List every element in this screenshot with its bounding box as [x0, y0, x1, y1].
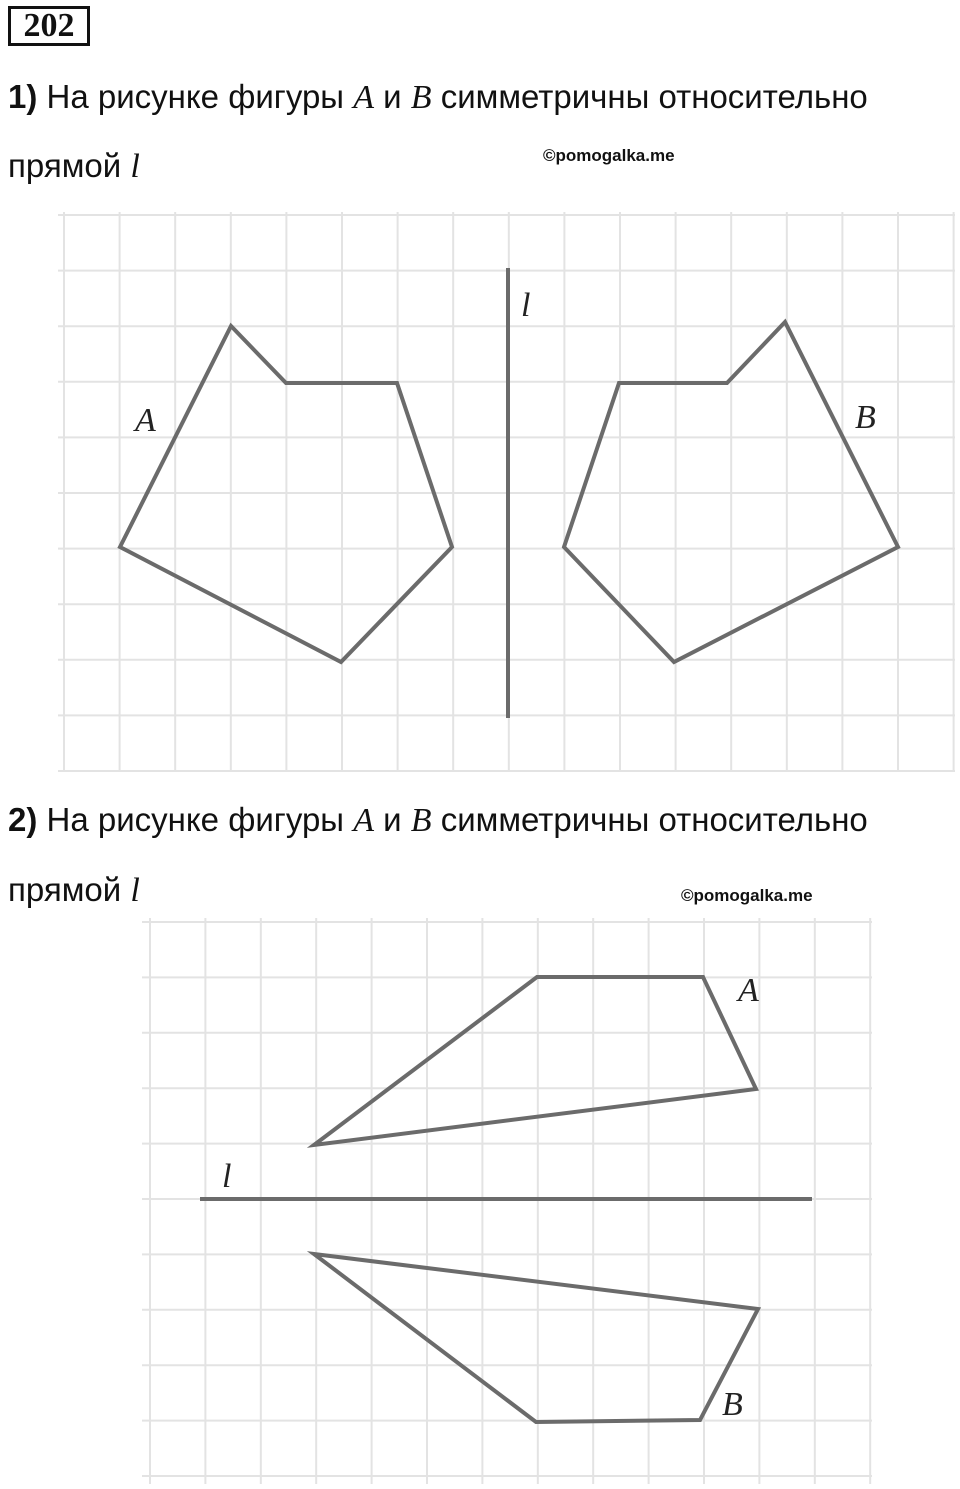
part1-text-a: На рисунке фигуры: [37, 78, 354, 115]
part1-watermark: ©pomogalka.me: [543, 146, 675, 165]
part2-var-b: B: [410, 802, 432, 839]
part1-shape-b-label: B: [855, 399, 876, 436]
part2-shape-b: [314, 1254, 758, 1422]
part1-statement-line1: [8, 77, 868, 118]
part1-var-l: l: [130, 148, 140, 185]
part1-shape-a-label: A: [135, 402, 156, 439]
task-number: 202: [8, 6, 90, 46]
part1-var-a: A: [353, 79, 374, 116]
part1-statement-line2: [8, 146, 140, 187]
part2-shape-b-label: B: [722, 1386, 743, 1423]
part2-statement-line1: [8, 800, 868, 841]
part2-var-a: A: [353, 802, 374, 839]
part2-text-d: прямой: [8, 871, 131, 908]
part2-text-a: На рисунке фигуры: [37, 801, 354, 838]
part2-var-l: l: [130, 872, 140, 909]
part2-number: 2): [8, 801, 38, 838]
part2-watermark: ©pomogalka.me: [681, 886, 813, 905]
part1-text-d: прямой: [8, 147, 131, 184]
part1-var-b: B: [410, 79, 432, 116]
part2-shape-a: [314, 977, 756, 1145]
part1-number: 1): [8, 78, 38, 115]
part2-line-label: l: [222, 1158, 232, 1195]
part2-figure: [0, 915, 960, 1489]
part2-shape-a-label: A: [738, 972, 759, 1009]
part1-text-c: симметричны относительно: [431, 78, 868, 115]
part1-line-label: l: [521, 287, 531, 324]
part2-statement-line2: [8, 870, 140, 911]
part2-text-c: симметричны относительно: [431, 801, 868, 838]
part1-figure: [0, 210, 960, 780]
part1-text-b: и: [373, 78, 411, 115]
part2-text-b: и: [373, 801, 411, 838]
